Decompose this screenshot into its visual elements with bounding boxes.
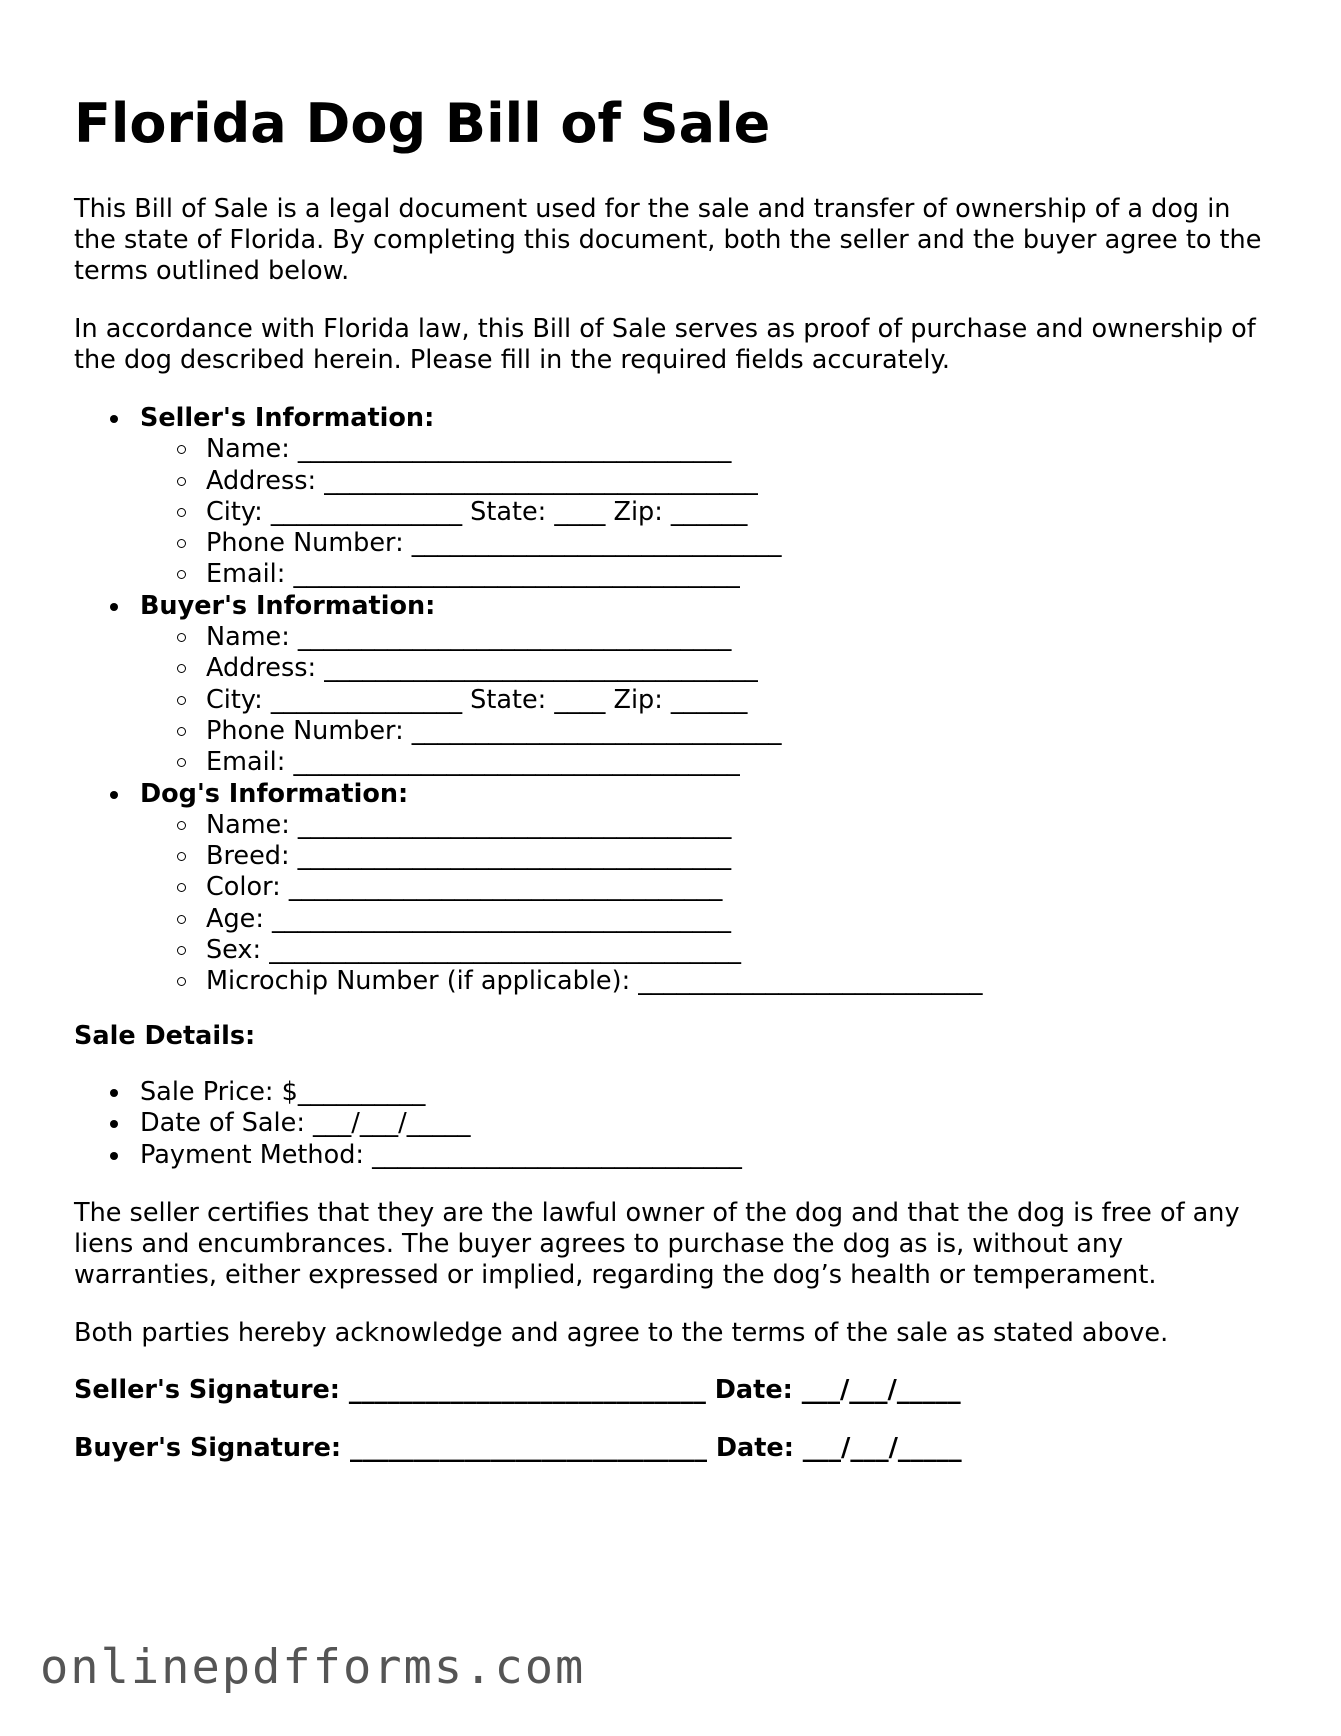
acknowledgement-paragraph: Both parties hereby acknowledge and agree to the terms of the sale as stated above.: [74, 1318, 1169, 1348]
seller-information-heading: Seller's Information:: [140, 403, 435, 433]
sale-details-list: [74, 1077, 1274, 1171]
buyer-email-field[interactable]: Email: ___________________________________: [140, 747, 1274, 778]
certification-paragraph: The seller certifies that they are the lawful owner of the dog and that the dog is free of any liens and encumbrances. The buyer agrees to purchase the dog as is, without any warranties, either expressed or implied, regarding the dog’s health or temperament.: [74, 1198, 1240, 1290]
dog-information-heading: Dog's Information:: [140, 778, 409, 809]
page-title: Florida Dog Bill of Sale: [74, 92, 771, 155]
sale-details-heading: Sale Details:: [74, 1021, 256, 1051]
site-watermark: onlinepdfforms.com: [40, 1640, 586, 1695]
seller-phone-field[interactable]: Phone Number: _____________________________: [140, 528, 1274, 559]
sale-date-field[interactable]: Date of Sale: ___/___/_____: [74, 1108, 1274, 1139]
dog-sex-field[interactable]: Sex: _____________________________________: [140, 935, 1274, 966]
buyer-signature-line[interactable]: Buyer's Signature: ____________________________ Date: ___/___/_____: [74, 1433, 962, 1463]
intro-paragraph-2: In accordance with Florida law, this Bill of Sale serves as proof of purchase and ownership of the dog described herein. Please fill in the required fields accurately.: [74, 314, 1256, 375]
buyer-information-heading: Buyer's Information:: [140, 590, 436, 621]
seller-address-field[interactable]: Address: __________________________________: [140, 466, 1274, 497]
sale-price-field[interactable]: Sale Price: $__________: [74, 1077, 1274, 1108]
seller-information-section: [74, 403, 1274, 591]
dog-breed-field[interactable]: Breed: __________________________________: [140, 841, 1274, 872]
buyer-name-field[interactable]: Name: __________________________________: [140, 622, 1274, 653]
intro-paragraph-1: This Bill of Sale is a legal document used for the sale and transfer of ownership of a dog in the state of Florida. By completing this document, both the seller and the buyer agree to the terms outlined below.: [74, 194, 1262, 286]
dog-age-field[interactable]: Age: ____________________________________: [140, 904, 1274, 935]
seller-name-field[interactable]: Name: __________________________________: [140, 434, 1274, 465]
party-information-list: [74, 403, 1274, 998]
seller-city-state-zip-field[interactable]: City: _______________ State: ____ Zip: ______: [140, 497, 1274, 528]
seller-email-field[interactable]: Email: ___________________________________: [140, 559, 1274, 590]
buyer-phone-field[interactable]: Phone Number: _____________________________: [140, 716, 1274, 747]
dog-color-field[interactable]: Color: __________________________________: [140, 872, 1274, 903]
dog-information-section: [74, 779, 1274, 998]
dog-microchip-field[interactable]: Microchip Number (if applicable): ___________________________: [140, 966, 1274, 997]
buyer-address-field[interactable]: Address: __________________________________: [140, 653, 1274, 684]
dog-name-field[interactable]: Name: __________________________________: [140, 810, 1274, 841]
buyer-city-state-zip-field[interactable]: City: _______________ State: ____ Zip: ______: [140, 685, 1274, 716]
seller-signature-line[interactable]: Seller's Signature: ____________________________ Date: ___/___/_____: [74, 1375, 961, 1405]
buyer-information-section: [74, 591, 1274, 779]
payment-method-field[interactable]: Payment Method: _____________________________: [74, 1140, 1274, 1171]
